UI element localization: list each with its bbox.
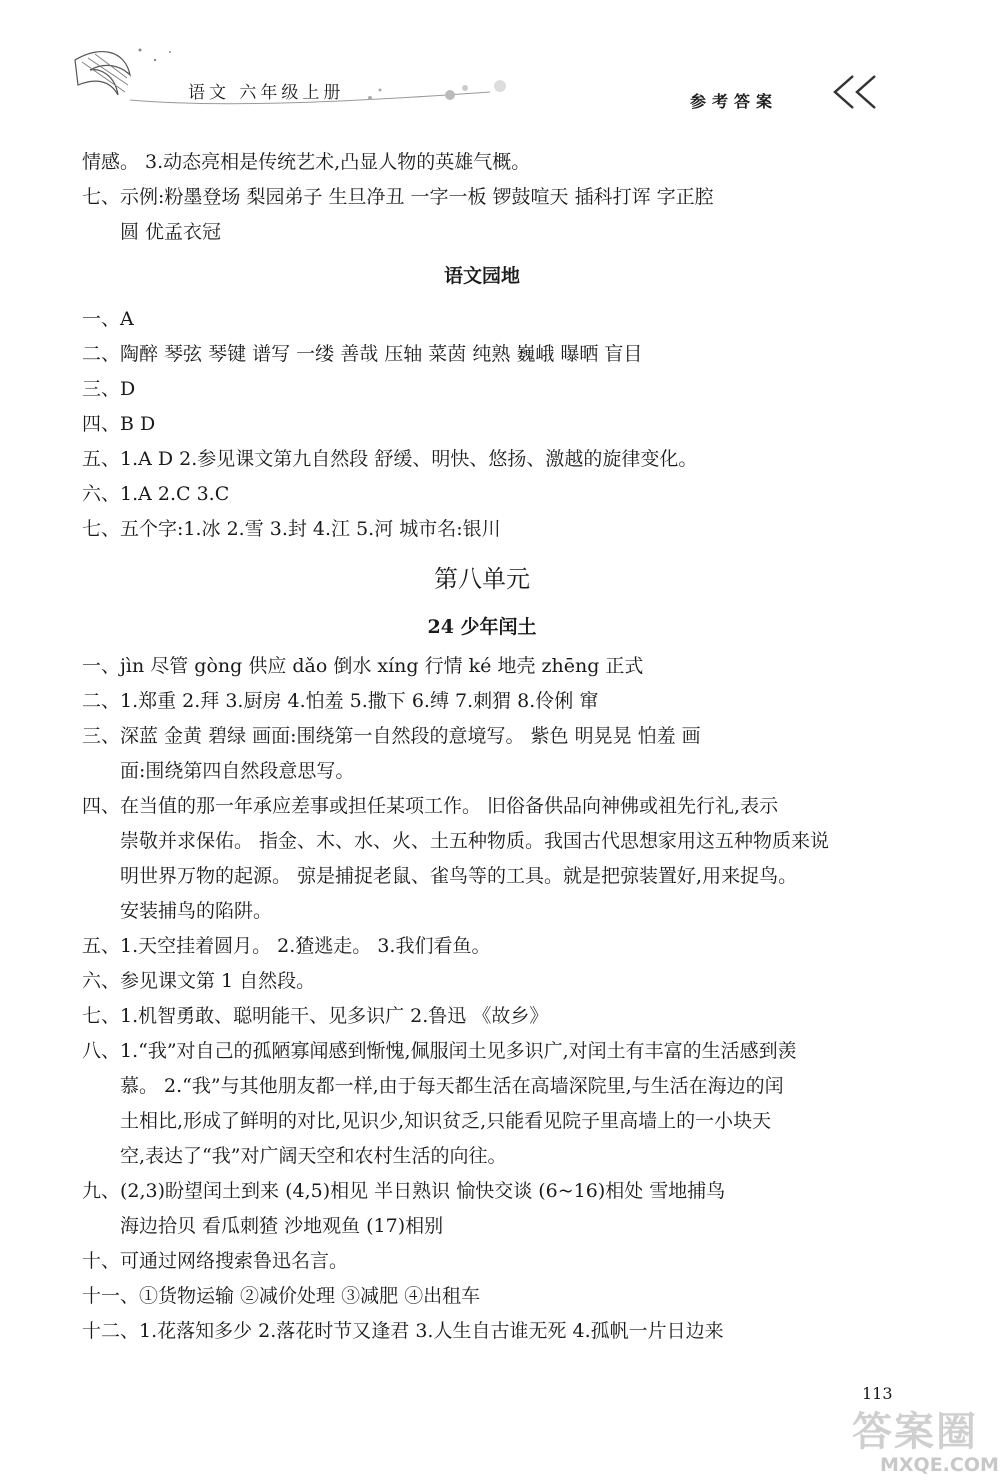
answer-line: 九、(2,3)盼望闰土到来 (4,5)相见 半日熟识 愉快交谈 (6~16)相处 雪地捕鸟 xyxy=(82,1180,726,1202)
answer-line: 慕。 2.“我”与其他朋友都一样,由于每天都生活在高墙深院里,与生活在海边的闰 xyxy=(120,1075,784,1097)
answer-line: 一、A xyxy=(82,308,134,330)
page-number: 113 xyxy=(862,1384,893,1403)
watermark-logo xyxy=(844,1392,1000,1483)
answer-line: 明世界万物的起源。 弶是捕捉老鼠、雀鸟等的工具。就是把弶装置好,用来捉鸟。 xyxy=(120,865,798,887)
answer-content xyxy=(82,145,882,1349)
watermark-url: MXQE.COM xyxy=(880,1454,999,1476)
answer-line: 三、D xyxy=(82,378,136,400)
section-heading: 语文园地 xyxy=(443,265,520,287)
answer-line: 二、陶醉 琴弦 琴键 谱写 一缕 善哉 压轴 菜茵 纯熟 巍峨 曝晒 盲目 xyxy=(82,343,643,365)
section-title: 参考答案 xyxy=(690,92,779,111)
book-title: 语文 六年级上册 xyxy=(188,83,345,103)
lesson-heading: 24 少年闰土 xyxy=(427,616,537,638)
answer-line: 十一、①货物运输 ②减价处理 ③减肥 ④出租车 xyxy=(82,1285,481,1307)
answer-line: 面:围绕第四自然段意思写。 xyxy=(120,760,355,782)
answer-line: 二、1.郑重 2.拜 3.厨房 4.怕羞 5.撒下 6.缚 7.刺猬 8.伶俐 窜 xyxy=(82,690,599,712)
answer-line: 十二、1.花落知多少 2.落花时节又逢君 3.人生自古谁无死 4.孤帆一片日边来 xyxy=(82,1320,724,1342)
answer-line: 七、示例:粉墨登场 梨园弟子 生旦净丑 一字一板 锣鼓喧天 插科打诨 字正腔 xyxy=(82,186,714,208)
answer-line: 安装捕鸟的陷阱。 xyxy=(120,900,273,922)
unit-heading: 第八单元 xyxy=(434,565,530,593)
answer-line: 五、1.A D 2.参见课文第九自然段 舒缓、明快、悠扬、激越的旋律变化。 xyxy=(82,448,698,470)
answer-line: 情感。 3.动态亮相是传统艺术,凸显人物的英雄气概。 xyxy=(82,151,531,173)
answer-line: 七、五个字:1.冰 2.雪 3.封 4.江 5.河 城市名:银川 xyxy=(82,518,501,540)
answer-line: 一、jìn 尽管 gòng 供应 dǎo 倒水 xíng 行情 ké 地壳 zhēng 正式 xyxy=(82,655,644,677)
answer-line: 七、1.机智勇敢、聪明能干、见多识广 2.鲁迅 《故乡》 xyxy=(82,1005,549,1027)
answer-line: 海边拾贝 看瓜刺猹 沙地观鱼 (17)相别 xyxy=(120,1215,444,1237)
answer-line: 四、B D xyxy=(82,413,156,435)
answer-line: 四、在当值的那一年承应差事或担任某项工作。 旧俗备供品向神佛或祖先行礼,表示 xyxy=(82,795,779,817)
answer-line: 空,表达了“我”对广阔天空和农村生活的向往。 xyxy=(120,1145,507,1167)
answer-line: 崇敬并求保佑。 指金、木、水、火、土五种物质。我国古代思想家用这五种物质来说 xyxy=(120,830,830,852)
answer-line: 六、参见课文第 1 自然段。 xyxy=(82,970,316,992)
answer-line: 八、1.“我”对自己的孤陋寡闻感到惭愧,佩服闰土见多识广,对闰土有丰富的生活感到羡 xyxy=(82,1040,797,1062)
answer-line: 十、可通过网络搜索鲁迅名言。 xyxy=(82,1250,349,1272)
answer-line: 圆 优孟衣冠 xyxy=(120,221,222,243)
answer-line: 三、深蓝 金黄 碧绿 画面:围绕第一自然段的意境写。 紫色 明晃晃 怕羞 画 xyxy=(82,725,701,747)
answer-line: 五、1.天空挂着圆月。 2.猹逃走。 3.我们看鱼。 xyxy=(82,935,491,957)
page-header xyxy=(0,0,1000,140)
watermark-logo-text: 答案圈 xyxy=(852,1409,978,1455)
answer-line: 六、1.A 2.C 3.C xyxy=(82,483,230,505)
double-left-chevron-icon xyxy=(825,72,885,112)
answer-line: 土相比,形成了鲜明的对比,见识少,知识贫乏,只能看见院子里高墙上的一小块天 xyxy=(120,1110,772,1132)
